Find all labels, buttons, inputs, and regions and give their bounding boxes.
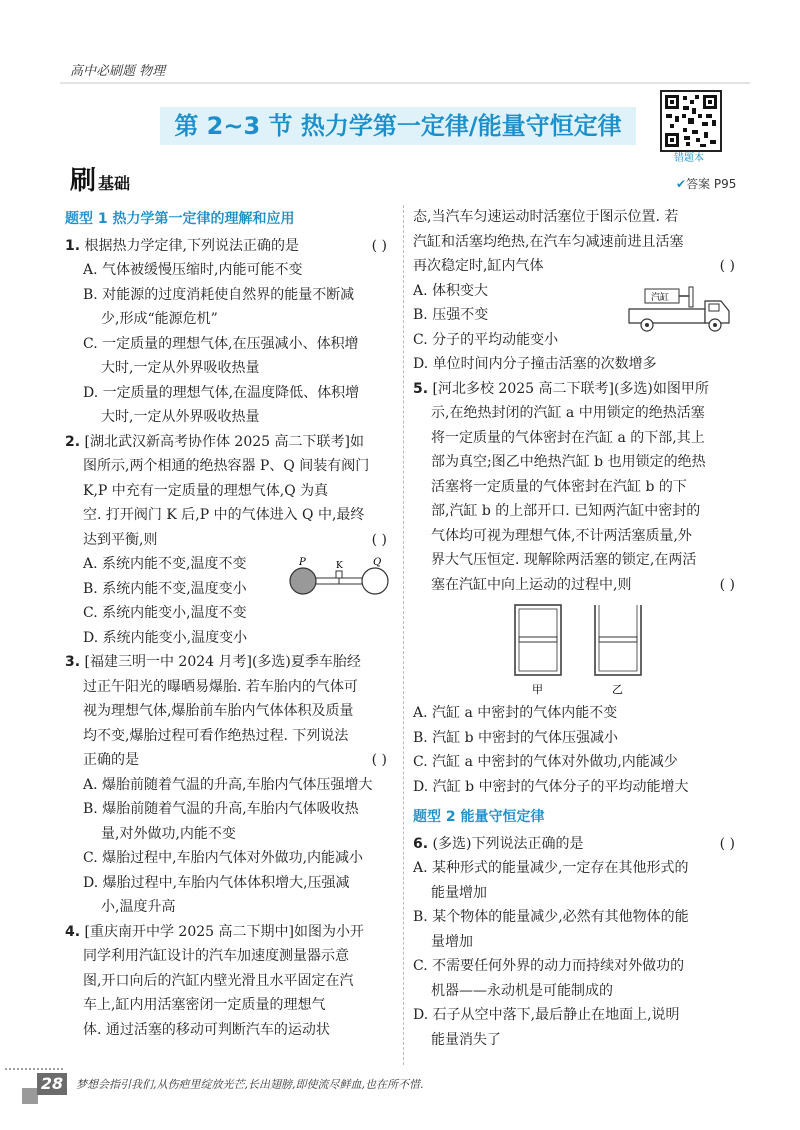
q4-option-d: D. 单位时间内分子撞击活塞的次数增多 (413, 356, 657, 372)
q4-line-4: 车上,缸内用活塞密闭一定质量的理想气 (83, 997, 326, 1013)
question-5 (413, 377, 743, 800)
q6-option-d-cont: 能量消失了 (431, 1031, 501, 1048)
q4-line-7: 汽缸和活塞均绝热,在汽车匀减速前进且活塞 (413, 233, 684, 250)
footer-square (22, 1088, 38, 1104)
q5-line-6: 部,汽缸 b 的上部开口. 已知两汽缸中密封的 (431, 503, 701, 519)
q2-line-3: K,P 中充有一定质量的理想气体,Q 为真 (83, 482, 329, 499)
q2-container-figure (289, 554, 389, 600)
q4-line-2: 同学利用汽缸设计的汽车加速度测量器示意 (83, 948, 349, 964)
q5-fig-label-jia: 甲 (532, 683, 543, 696)
question-4 (65, 920, 395, 1043)
q2-option-d: D. 系统内能变小,温度变小 (83, 629, 248, 646)
q2-option-a: A. 系统内能不变,温度不变 (83, 556, 247, 572)
section-title: 第 2~3 节 热力学第一定律/能量守恒定律 (174, 112, 622, 140)
q5-option-c: C. 汽缸 a 中密封的气体对外做功,内能减少 (413, 754, 678, 770)
q3-number: 3. (65, 654, 81, 670)
book-header: 高中必刷题 物理 (70, 64, 166, 79)
page-number: 28 (37, 1073, 67, 1095)
q6-option-b: B. 某个物体的能量减少,必然有其他物体的能 (413, 909, 689, 925)
qr-label: 错题本 (674, 153, 704, 164)
brand-big: 刷 (70, 166, 97, 196)
question-1 (65, 234, 395, 430)
brand-basic (70, 160, 130, 197)
q6-option-b-cont: 量增加 (431, 933, 473, 950)
q3-line-1: [福建三明一中 2024 月考](多选)夏季车胎经 (84, 654, 361, 670)
q6-option-c: C. 不需要任何外界的动力而持续对外做功的 (413, 958, 685, 974)
q3-option-b-cont: 量,对外做功,内能不变 (101, 825, 236, 842)
q5-option-d: D. 汽缸 b 中密封的气体分子的平均动能增大 (413, 778, 689, 795)
q2-line-2: 图所示,两个相通的绝热容器 P、Q 间装有阀门 (83, 458, 370, 474)
footer-dots (4, 1067, 64, 1071)
q4-option-b: B. 压强不变 (413, 307, 489, 323)
q4-answer-blank: ( ) (719, 258, 735, 274)
header-rule (60, 82, 750, 84)
q2-fig-label-q: Q (373, 556, 382, 568)
section-heading-2: 题型 2 能量守恒定律 (413, 809, 545, 825)
q4-line-3: 图,开口向后的汽缸内壁光滑且水平固定在汽 (83, 972, 354, 989)
q6-answer-blank: ( ) (719, 835, 735, 852)
q4-line-8: 再次稳定时,缸内气体 (413, 258, 544, 274)
q3-line-4: 均不变,爆胎过程可看作绝热过程. 下列说法 (83, 727, 349, 744)
q1-option-c: C. 一定质量的理想气体,在压强减小、体积增 (83, 335, 359, 352)
section-heading-1: 题型 1 热力学第一定律的理解和应用 (65, 211, 295, 227)
q5-answer-blank: ( ) (719, 576, 735, 593)
answer-reference (676, 175, 736, 192)
q5-fig-label-yi: 乙 (612, 683, 623, 696)
q2-line-4: 空. 打开阀门 K 后,P 中的气体进入 Q 中,最终 (83, 507, 365, 523)
q2-line-5: 达到平衡,则 (83, 531, 158, 548)
q6-number: 6. (413, 835, 429, 852)
q5-cylinders-figure (513, 603, 643, 699)
q5-line-7: 气体均可视为理想气体,不计两活塞质量,外 (431, 527, 692, 544)
right-column (413, 205, 743, 1052)
q2-option-c: C. 系统内能变小,温度不变 (83, 605, 247, 621)
column-divider (403, 205, 404, 1065)
question-3 (65, 650, 395, 920)
left-column (65, 205, 395, 1042)
q5-option-b: B. 汽缸 b 中密封的气体压强减小 (413, 729, 619, 746)
q2-number: 2. (65, 433, 81, 450)
q5-line-1: [河北多校 2025 高二下联考](多选)如图甲所 (432, 380, 709, 397)
q3-option-d: D. 爆胎过程中,车胎内气体体积增大,压强减 (83, 874, 350, 891)
question-6 (413, 832, 743, 1053)
q3-answer-blank: ( ) (371, 752, 387, 768)
q2-fig-label-k: K (336, 560, 343, 571)
q6-option-a: A. 某种形式的能量减少,一定存在其他形式的 (413, 860, 689, 876)
q5-line-9: 塞在汽缸中向上运动的过程中,则 (431, 576, 632, 593)
q3-option-c: C. 爆胎过程中,车胎内气体对外做功,内能减小 (83, 850, 364, 866)
q5-option-a: A. 汽缸 a 中密封的气体内能不变 (413, 705, 618, 721)
q3-option-d-cont: 小,温度升高 (101, 899, 176, 915)
q4-line-1: [重庆南开中学 2025 高二下期中]如图为小开 (84, 923, 364, 940)
footer-motto: 梦想会指引我们,从伤疤里绽放光芒,长出翅膀,即使流尽鲜血,也在所不惜. (76, 1078, 424, 1091)
brand-small: 基础 (98, 174, 131, 193)
q5-line-2: 示,在绝热封闭的汽缸 a 中用锁定的绝热活塞 (431, 405, 705, 421)
q4-number: 4. (65, 923, 81, 940)
q1-option-b: B. 对能源的过度消耗使自然界的能量不断减 (83, 286, 355, 303)
q5-line-5: 活塞将一定质量的气体密封在汽缸 b 的下 (431, 478, 687, 495)
q5-number: 5. (413, 380, 429, 397)
q4-fig-label: 汽缸 (651, 293, 670, 303)
qr-code-icon[interactable] (660, 90, 722, 152)
q1-number: 1. (65, 237, 81, 254)
q6-option-a-cont: 能量增加 (431, 884, 487, 901)
q3-line-2: 过正午阳光的曝晒易爆胎. 若车胎内的气体可 (83, 678, 358, 695)
q4-option-c: C. 分子的平均动能变小 (413, 331, 559, 348)
q5-figure-area (413, 597, 743, 701)
q3-line-5: 正确的是 (83, 752, 139, 768)
q4-truck-figure (625, 279, 737, 339)
q5-line-4: 部为真空;图乙中绝热汽缸 b 也用锁定的绝热 (431, 454, 706, 470)
q2-option-b: B. 系统内能不变,温度变小 (83, 580, 247, 597)
question-4-continued (413, 205, 743, 377)
q3-line-3: 视为理想气体,爆胎前车胎内气体体积及质量 (83, 703, 354, 719)
q6-option-d: D. 石子从空中落下,最后静止在地面上,说明 (413, 1007, 680, 1023)
q2-answer-blank: ( ) (371, 531, 387, 548)
q1-option-d: D. 一定质量的理想气体,在温度降低、体积增 (83, 384, 360, 401)
q1-option-c-cont: 大时,一定从外界吸收热量 (101, 360, 260, 376)
q6-stem: (多选)下列说法正确的是 (432, 835, 584, 852)
q4-line-5: 体. 通过活塞的移动可判断汽车的运动状 (83, 1021, 330, 1038)
q1-option-b-cont: 少,形成“能源危机” (101, 311, 218, 327)
q1-option-d-cont: 大时,一定从外界吸收热量 (101, 409, 260, 425)
q1-option-a: A. 气体被缓慢压缩时,内能可能不变 (83, 262, 303, 278)
q3-option-b: B. 爆胎前随着气温的升高,车胎内气体吸收热 (83, 801, 359, 817)
q5-line-3: 将一定质量的气体密封在汽缸 a 的下部,其上 (431, 429, 705, 446)
question-2 (65, 430, 395, 651)
q1-answer-blank: ( ) (371, 237, 387, 254)
q5-line-8: 界大气压恒定. 现解除两活塞的锁定,在两活 (431, 552, 697, 568)
q2-line-1: [湖北武汉新高考协作体 2025 高二下联考]如 (84, 433, 364, 450)
q6-option-c-cont: 机器——永动机是可能制成的 (431, 982, 613, 999)
q4-line-6: 态,当汽车匀速运动时活塞位于图示位置. 若 (413, 209, 679, 225)
q4-option-a: A. 体积变大 (413, 282, 489, 299)
answer-text: 答案 P95 (686, 177, 737, 191)
q1-stem: 根据热力学定律,下列说法正确的是 (84, 237, 299, 254)
q2-fig-label-p: P (299, 556, 306, 568)
q3-option-a: A. 爆胎前随着气温的升高,车胎内气体压强增大 (83, 776, 373, 793)
check-icon: ✔ (676, 177, 687, 191)
